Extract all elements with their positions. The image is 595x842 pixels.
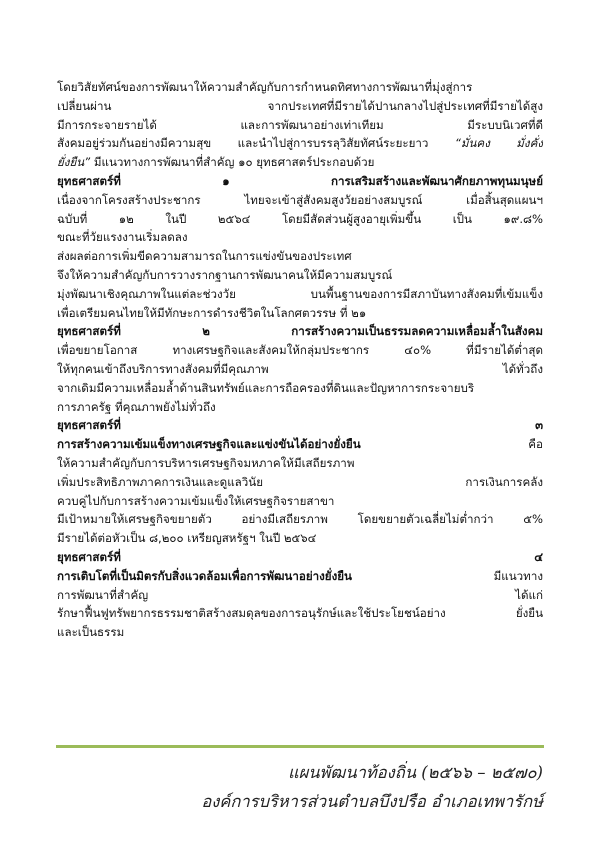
strategy-2-line: จากเดิมมีความเหลื่อมล้ำด้านสินทรัพย์และการถือครองที่ดินและปัญหาการกระจายบริ xyxy=(57,380,475,395)
strategy-3-line: เพิ่มประสิทธิภาพภาคการเงินและดูแลวินัย การเงินการคลัง xyxy=(57,474,543,489)
strategy-4-heading: ยุทธศาสตร์ที่ ๔ xyxy=(57,549,543,564)
paragraph-line xyxy=(57,153,543,172)
strategy-4-title-tail: มีแนวทาง xyxy=(351,568,543,583)
strategy-3-line: ให้ความสำคัญกับการบริหารเศรษฐกิจมหภาคให้มีเสถียรภาพ xyxy=(57,455,355,470)
strategy-3-line: มีเป้าหมายให้เศรษฐกิจขยายตัว อย่างมีเสถียรภาพ โดยขยายตัวเฉลี่ยไม่ต่ำกว่า ๕% xyxy=(57,512,543,527)
strategy-4-heading-line xyxy=(57,567,543,586)
paragraph-text: สังคมอยู่ร่วมกันอย่างมีความสุข และนำไปสู่การบรรลุวิสัยทัศน์ระยะยาว xyxy=(57,136,429,151)
strategy-1-line: เพื่อเตรียมคนไทยให้มีทักษะการดำรงชีวิตในโลกศตวรรษ ที่ ๒๑ xyxy=(57,305,367,320)
strategy-1-line: ฉบับที่ ๑๒ ในปี ๒๕๖๔ โดยมีสัดส่วนผู้สูงอายุเพิ่มขึ้น เป็น ๑๙.๘% xyxy=(57,211,543,226)
document-body xyxy=(57,78,543,642)
strategy-3-heading: ยุทธศาสตร์ที่ ๓ xyxy=(57,418,543,433)
strategy-2-line: ให้ทุกคนเข้าถึงบริการทางสังคมที่มีคุณภาพ ได้ทั่วถึง xyxy=(57,361,543,376)
footer-plan-title: แผนพัฒนาท้องถิ่น (๒๕๖๖ – ๒๕๗๐) xyxy=(287,763,543,782)
footer-organization: องค์การบริหารส่วนตำบลบึงปรือ อำเภอเทพารักษ์ xyxy=(201,792,543,811)
strategy-2-heading: ยุทธศาสตร์ที่ ๒ การสร้างความเป็นธรรมลดความเหลื่อมล้ำในสังคม xyxy=(57,324,543,339)
paragraph-line xyxy=(57,134,543,153)
strategy-1-line: มุ่งพัฒนาเชิงคุณภาพในแต่ละช่วงวัย บนพื้นฐานของการมีสภาบันทางสังคมที่เข้มแข็ง xyxy=(57,286,543,301)
strategy-3-line: มีรายได้ต่อหัวเป็น ๘,๒๐๐ เหรียญสหรัฐฯ ในปี ๒๕๖๔ xyxy=(57,531,317,546)
strategy-1-heading: ยุทธศาสตร์ที่ ๑ การเสริมสร้างและพัฒนาศักยภาพทุนมนุษย์ xyxy=(57,173,543,188)
paragraph-text: มีแนวทางการพัฒนาที่สำคัญ ๑๐ ยุทธศาสตร์ประกอบด้วย xyxy=(90,155,375,170)
strategy-2-line: เพื่อขยายโอกาส ทางเศรษฐกิจและสังคมให้กลุ่มประชากร ๔๐% ที่มีรายได้ต่ำสุด xyxy=(57,343,543,358)
strategy-1-line: จึงให้ความสำคัญกับการวางรากฐานการพัฒนาคนให้มีความสมบูรณ์ xyxy=(57,267,393,282)
vision-quote: “มั่นคง มั่งคั่ง xyxy=(454,136,543,151)
footer-divider xyxy=(56,745,544,748)
vision-quote-end: ยั่งยืน” xyxy=(57,155,91,170)
paragraph-line: เปลี่ยนผ่าน จากประเทศที่มีรายได้ปานกลางไปสู่ประเทศที่มีรายได้สูง xyxy=(57,98,543,113)
strategy-4-line: และเป็นธรรม xyxy=(57,625,125,640)
strategy-3-title: การสร้างความเข้มแข็งทางเศรษฐกิจและแข่งขันได้อย่างยั่งยืน xyxy=(57,437,361,452)
strategy-3-heading-line xyxy=(57,435,543,454)
strategy-4-title: การเติบโตที่เป็นมิตรกับสิ่งแวดล้อมเพื่อการพัฒนาอย่างยั่งยืน xyxy=(57,568,352,583)
strategy-3-title-tail: คือ xyxy=(360,437,543,452)
strategy-3-line: ควบคู่ไปกับการสร้างความเข้มแข็งให้เศรษฐกิจรายสาขา xyxy=(57,493,335,508)
paragraph-line: มีการกระจายรายได้ และการพัฒนาอย่างเท่าเทียม มีระบบนิเวศที่ดี xyxy=(57,117,543,132)
strategy-2-line: การภาครัฐ ที่คุณภาพยังไม่ทั่วถึง xyxy=(57,399,216,414)
paragraph-line: โดยวิสัยทัศน์ของการพัฒนาให้ความสำคัญกับการกำหนดทิศทางการพัฒนาที่มุ่งสู่การ xyxy=(57,80,473,94)
strategy-4-line: รักษาฟื้นฟูทรัพยากรธรรมชาติสร้างสมดุลของการอนุรักษ์และใช้ประโยชน์อย่าง ยั่งยืน xyxy=(57,606,543,621)
strategy-1-line: ส่งผลต่อการเพิ่มขีดความสามารถในการแข่งขันของประเทศ xyxy=(57,249,352,264)
strategy-4-line: การพัฒนาที่สำคัญ ได้แก่ xyxy=(57,587,543,602)
strategy-1-line: เนื่องจากโครงสร้างประชากร ไทยจะเข้าสู่สังคมสูงวัยอย่างสมบูรณ์ เมื่อสิ้นสุดแผนฯ xyxy=(57,192,543,207)
strategy-1-line: ขณะที่วัยแรงงานเริ่มลดลง xyxy=(57,230,188,245)
